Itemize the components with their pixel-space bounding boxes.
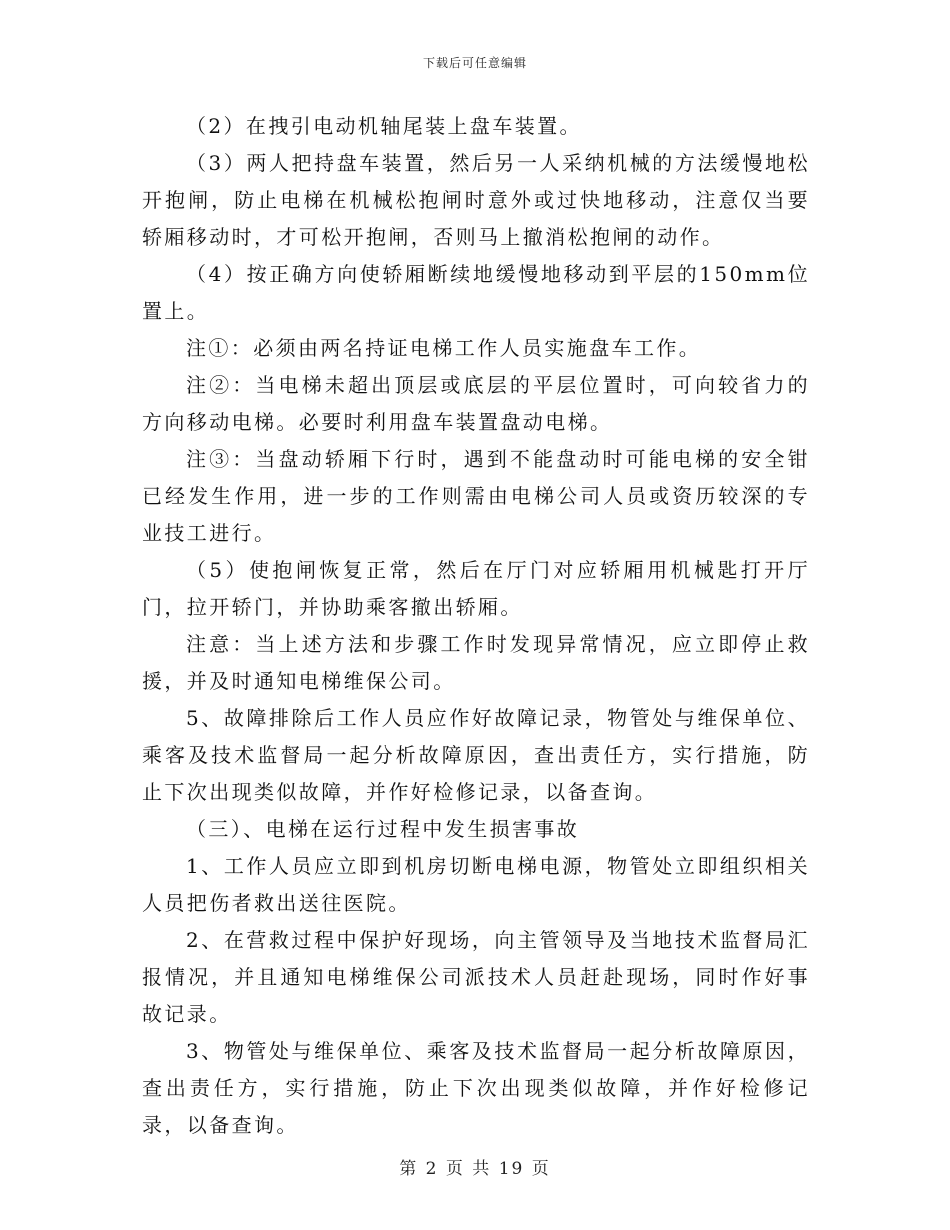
page-number-footer: 第 2 页 共 19 页 <box>399 1159 551 1179</box>
paragraph-caution: 注意：当上述方法和步骤工作时发现异常情况，应立即停止救援，并及时通知电梯维保公司。 <box>142 632 810 693</box>
paragraph-accident-1: 1、工作人员应立即到机房切断电梯电源，物管处立即组织相关人员把伤者救出送往医院。 <box>142 854 810 915</box>
paragraph-step-4: （4）按正确方向使轿厢断续地缓慢地移动到平层的150mm位置上。 <box>142 262 810 323</box>
page-header: 下载后可任意编辑 <box>422 56 527 70</box>
paragraph-accident-3: 3、物管处与维保单位、乘客及技术监督局一起分析故障原因，查出责任方，实行措施，防止下次出现类似故障，并作好检修记录，以备查询。 <box>142 1039 810 1137</box>
paragraph-step-2: （2）在拽引电动机轴尾装上盘车装置。 <box>186 114 582 138</box>
document-body <box>142 108 810 1144</box>
paragraph-note-1: 注①：必须由两名持证电梯工作人员实施盘车工作。 <box>186 336 702 360</box>
section-heading-3: （三）、电梯在运行过程中发生损害事故 <box>186 817 580 841</box>
paragraph-note-3: 注③：当盘动轿厢下行时，遇到不能盘动时可能电梯的安全钳已经发生作用，进一步的工作则需由电梯公司人员或资历较深的专业技工进行。 <box>142 447 810 545</box>
paragraph-step-5: （5）使抱闸恢复正常，然后在厅门对应轿厢用机械匙打开厅门，拉开轿门，并协助乘客撤出轿厢。 <box>142 558 810 619</box>
paragraph-accident-2: 2、在营救过程中保护好现场，向主管领导及当地技术监督局汇报情况，并且通知电梯维保公司派技术人员赶赴现场，同时作好事故记录。 <box>142 928 810 1026</box>
paragraph-step-3: （3）两人把持盘车装置，然后另一人采纳机械的方法缓慢地松开抱闸，防止电梯在机械松抱闸时意外或过快地移动，注意仅当要轿厢移动时，才可松开抱闸，否则马上撤消松抱闸的动作。 <box>142 151 810 249</box>
paragraph-item-5: 5、故障排除后工作人员应作好故障记录，物管处与维保单位、乘客及技术监督局一起分析故障原因，查出责任方，实行措施，防止下次出现类似故障，并作好检修记录，以备查询。 <box>142 706 810 804</box>
paragraph-note-2: 注②：当电梯未超出顶层或底层的平层位置时，可向较省力的方向移动电梯。必要时利用盘车装置盘动电梯。 <box>142 373 810 434</box>
